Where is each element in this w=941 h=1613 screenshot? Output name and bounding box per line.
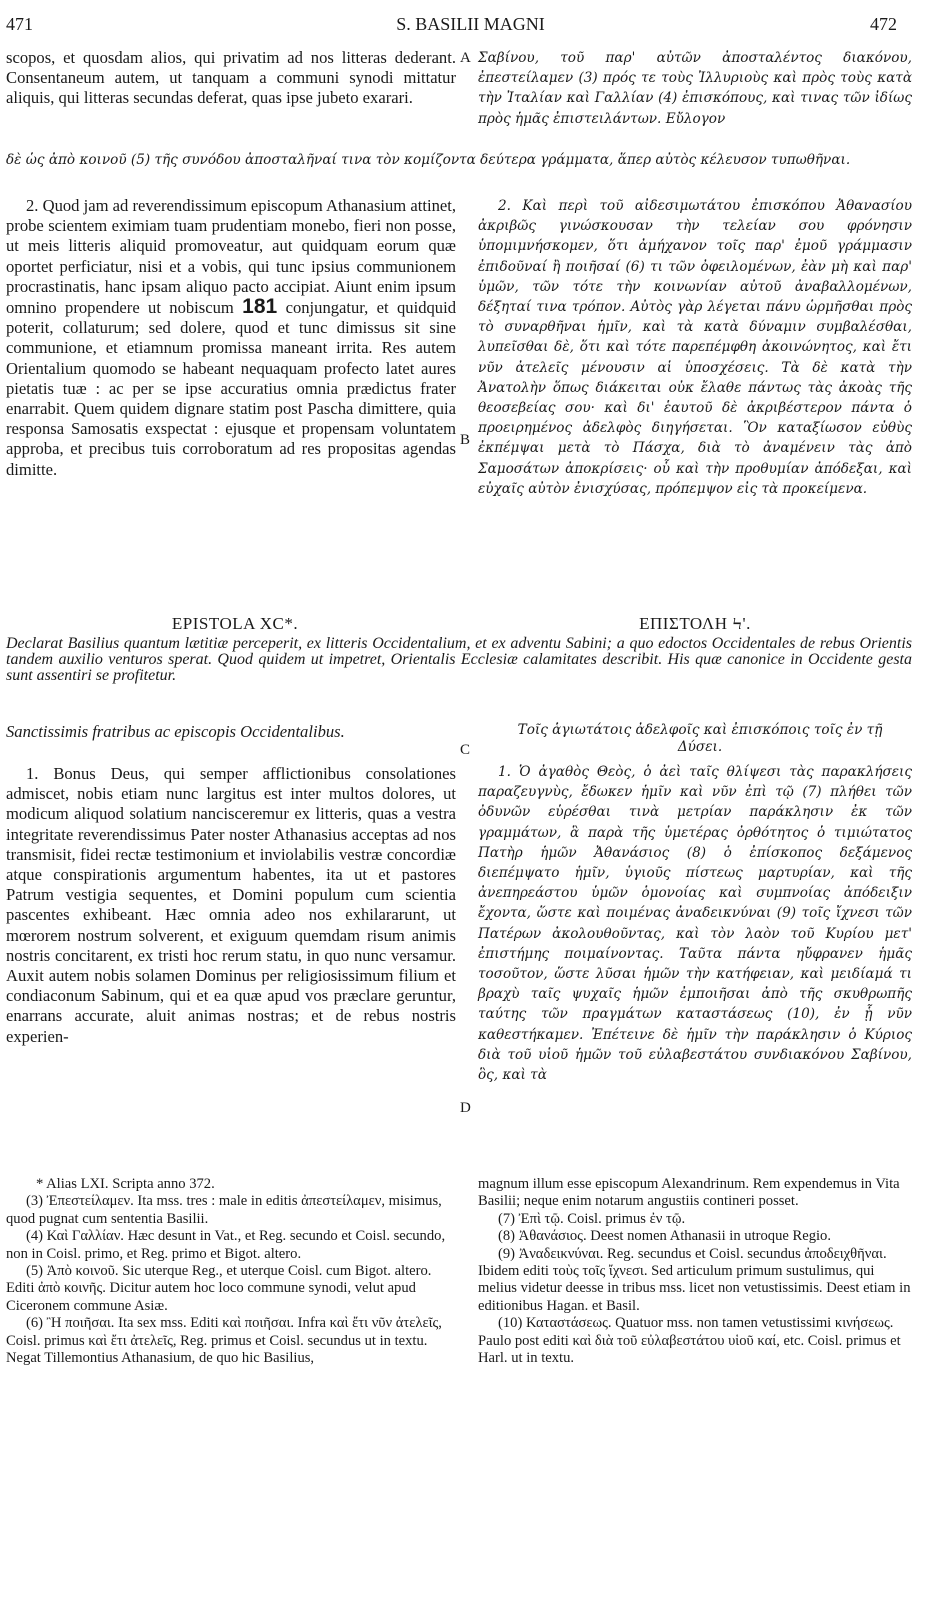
section2-latin-paragraph — [6, 196, 456, 480]
footnote: (6) Ἢ ποιῆσαι. Ita sex mss. Editi καὶ ποιῆσαι. Infra καὶ ἔτι νῦν ἀτελεῖς, Coisl. primus καὶ ἔτι ἀτελεῖς, Reg. primus et Coisl. secundus ut in textu. Negat Tillemontius Athanasium, de quo hic Basilius, — [6, 1315, 442, 1367]
footnote: (10) Καταστάσεως. Quatuor mss. non tamen vetustissimi κινήσεως. Paulo post editi καὶ διὰ τοῦ εὐλαβεστάτου υἱοῦ καί, etc. Coisl. primus et Harl. ut in textu. — [478, 1315, 901, 1367]
section2-latin-tail: conjungatur, et quidquid poterit, collaturum; sed dolere, quod et tunc dimissus sit sine communione, et etiamnum promissa maneant irrita. Res autem Orientalium quomodo se habeant nequaquam profecto latet aures pietatis tuæ : ac per se ipse accuratius omnia prædictus frater enarrabit. Quem quidem dignare statim post Pascha dimittere, quia responsa Samosatis exspectat : ejusque et propensam voluntatem approba, et precibus tuis corroboratum ad res propositas agendas dimitte. — [6, 298, 456, 479]
left-page-number: 471 — [6, 14, 33, 34]
section1-greek-text — [478, 762, 912, 1085]
section2-latin-text — [6, 196, 456, 480]
footnote: magnum illum esse episcopum Alexandrinum. Rem expendemus in Vita Basilii; neque enim notarum angustiis contineri posset. — [478, 1176, 900, 1210]
section1-latin-body: 1. Bonus Deus, qui semper afflictionibus consolationes admiscet, nobis etiam nunc largitus est inter multos dolores, ut modicum aliquod solatium nancisceremur ex litteris, quas a vestra integritate reverendissimus Pater noster Athanasius acceptas ad nos transmisit, fidei rectæ testimonium et inviolabilis vestræ concordiæ atque conspirationis argumentum habentes, ita ut et pastores Patrum vestigia sequentes, et Domini populum cum scientia pascentes exhibeant. Hæc omnia adeo nos exhilararunt, ut mœrorem nostrum solverent, et exiguum quemdam risum animis nostris concitarent, ex tristi hoc rerum statu, in quo nunc versamur. Auxit autem nobis solamen Dominus per religiosissimum filium et condiaconum Sabinum, qui et ea quæ apud vos præclare geruntur, enarrans accurate, aluit animas nostras; et de rebus nostris experien- — [6, 764, 456, 1046]
epistle-argument — [6, 636, 912, 684]
top-greek-fullwidth-paragraph: δὲ ὡς ἀπὸ κοινοῦ (5) τῆς συνόδου ἀποσταλῆναί τινα τὸν κομίζοντα δεύτερα γράμματα, ἅπερ αὐτὸς κέλευσον τυπωθῆναι. — [6, 152, 851, 168]
section1-greek-paragraph — [478, 762, 912, 1085]
greek-address: Τοῖς ἁγιωτάτοις ἀδελφοῖς καὶ ἐπισκόποις τοῖς ἐν τῇ Δύσει. — [517, 722, 883, 755]
column-number-marker: 181 — [242, 295, 278, 319]
margin-letter-a: A — [460, 50, 471, 66]
section2-greek-paragraph — [478, 196, 912, 499]
latin-epistle-title: EPISTOLA XC*. — [171, 614, 299, 633]
top-greek-text — [478, 48, 912, 129]
right-page-number: 472 — [870, 14, 897, 34]
greek-epistle-title: ΕΠΙΣΤΟΛΗ Ϟ'. — [639, 614, 751, 633]
running-title: S. BASILII MAGNI — [396, 14, 545, 34]
margin-letter-d: D — [460, 1100, 471, 1116]
footnote: (5) Ἀπὸ κοινοῦ. Sic uterque Reg., et uterque Coisl. cum Bigot. altero. Editi ἀπὸ κοινῆς. Dicitur autem hoc loco commune synodi, velut apud Ciceronem commune Asiæ. — [6, 1263, 432, 1314]
footnote: (3) Ἐπεστείλαμεν. Ita mss. tres : male in editis ἀπεστείλαμεν, misimus, quod pugnat cum sententia Basilii. — [6, 1193, 442, 1227]
latin-address: Sanctissimis fratribus ac episcopis Occidentalibus. — [6, 722, 345, 741]
footnote: (9) Ἀναδεικνύναι. Reg. secundus et Coisl. secundus ἀποδειχθῆναι. Ibidem editi τοὺς τοῖς ἴχνεσι. Sed articulum primum sustulimus, qui melius videtur deesse in tribus mss. licet non vetustissimis. Deest etiam in editionibus Hagan. et Basil. — [478, 1245, 911, 1314]
top-greek-paragraph: Σαβίνου, τοῦ παρ' αὐτῶν ἀποσταλέντος διακόνου, ἐπεστείλαμεν (3) πρός τε τοὺς Ἰλλυριοὺς καὶ πρὸς τοὺς κατὰ τὴν Ἰταλίαν καὶ Γαλλίαν (4) ἐπισκόπους, καὶ τινας τῶν ἰδίως πρὸς ἡμᾶς ἐπιστειλάντων. Εὔλογον — [478, 50, 912, 127]
footnote: (8) Ἀθανάσιος. Deest nomen Athanasii in utroque Regio. — [498, 1228, 832, 1245]
top-latin-paragraph: scopos, et quosdam alios, qui privatim ad nos litteras dederant. Consentaneum autem, ut tanquam a communi synodi mittatur aliquis, qui litteras secundas deferat, quas ipse jubeto exarari. — [6, 48, 456, 108]
top-latin-text — [6, 48, 456, 109]
section2-latin-lead: 2. Quod jam ad reverendissimum episcopum Athanasium attinet, probe scientem eximiam tuam prudentiam monebo, fieri non posse, ut meis litteris aliquid promoveatur, aut quidquam eorum quæ oportet perficiatur, nisi et a vobis, qui tunc ipsius communionem procrastinatis, hanc ipsam aliquo pacto accipiat. Aiunt enim ipsum omnino propendere ut nobiscum — [6, 196, 456, 318]
footnote: (4) Καὶ Γαλλίαν. Hæc desunt in Vat., et Reg. secundo et Coisl. secundo, non in Coisl. primo, et Reg. primo et Bigot. altero. — [6, 1228, 446, 1262]
section2-greek-text — [478, 196, 912, 499]
section2-greek-body: 2. Καὶ περὶ τοῦ αἰδεσιμωτάτου ἐπισκόπου Ἀθανασίου ἀκριβῶς γινώσκουσαν τὴν τελείαν σου φρόνησιν ὑπομιμνήσκομεν, ὅτι ἀμήχανον τοῖς παρ' ἐμοῦ γράμμασιν ἐπιδοῦναί ἢ ποιῆσαί (6) τι τῶν ὀφειλομένων, ἐὰν μὴ καὶ παρ' ὑμῶν, τῶν τότε τὴν κοινωνίαν αὐτοῦ ἀναβαλλομένων, δέξηταί τινα τρόπον. Αὐτὸς γὰρ λέγεται πάνυ ὡρμῆσθαι πρὸς τὸ συναρθῆναι ἡμῖν, καὶ τὰ κατὰ δύναμιν συμβαλέσθαι, λυπεῖσθαι δὲ, ὅτι καὶ τότε παρεπέμφθη ἀκοινώνητος, καὶ ἔτι νῦν ἀτελεῖς μένουσιν αἱ ὑποσχέσεις. Τὰ δὲ κατὰ τὴν Ἀνατολὴν ὅπως διάκειται οὐκ ἔλαθε πάντως τὰς ἀκοὰς τῆς θεοσεβείας σου· καὶ δι' ἑαυτοῦ δὲ ἀκριβέστερον πάντα ὁ προειρημένος ἀδελφὸς διηγήσεται. Ὃν καταξίωσον εὐθὺς ἐκπέμψαι μετὰ τὸ Πάσχα, διὰ τὸ ἀναμένειν τὰς ἀπὸ Σαμοσάτων ἀποκρίσεις· οὗ καὶ τὴν προθυμίαν ἀπόδεξαι, καὶ εὐχαῖς αὐτὸν ἐνισχύσας, πρόπεμψον εἰς τὰ προκείμενα. — [478, 198, 912, 497]
footnote: * Alias LXI. Scripta anno 372. — [36, 1176, 215, 1192]
section1-greek-body: 1. Ὁ ἀγαθὸς Θεὸς, ὁ ἀεὶ ταῖς θλίψεσι τὰς παρακλήσεις παραζευγνὺς, ἔδωκεν ἡμῖν καὶ νῦν ἐπὶ τῷ (7) πλήθει τῶν ὀδυνῶν εὑρέσθαι τινὰ μετρίαν παράκλησιν ἐκ τῶν γραμμάτων, ἃ παρὰ τῆς ὑμετέρας ὀρθότητος ὁ τιμιώτατος Πατὴρ ἡμῶν Ἀθανάσιος (8) ὁ ἐπίσκοπος δεξάμενος διεπέμψατο ἡμῖν, ὑγιοῦς πίστεως μαρτυρίαν, καὶ τῆς ἀνεπηρεάστου ὑμῶν ὁμονοίας καὶ συμπνοίας ἀπόδειξιν ἔχοντα, ὥστε καὶ ποιμένας ἀναδεικνύναι (9) τοῖς ἴχνεσι τῶν Πατέρων ἀκολουθοῦντας, καὶ τὸν λαὸν τοῦ Κυρίου μετ' ἐπιστήμης ποιμαίνοντας. Ταῦτα πάντα ηὔφρανεν ἡμᾶς τοσοῦτον, ὥστε λῦσαι ἡμῶν τὴν κατήφειαν, καὶ μειδίαμά τι βραχὺ ταῖς ψυχαῖς ἡμῶν ἐμποιῆσαι ἀπὸ τῆς σκυθρωπῆς ταύτης τῶν πραγμάτων καταστάσεως (10), ἐν ᾗ νῦν καθεστήκαμεν. Ἐπέτεινε δὲ ἡμῖν τὴν παράκλησιν ὁ Κύριος διὰ τοῦ υἱοῦ ἡμῶν τοῦ εὐλαβεστάτου συνδιακόνου Σαβίνου, ὃς, καὶ τὰ — [478, 764, 912, 1084]
footnote: (7) Ἐπὶ τῷ. Coisl. primus ἐν τῷ. — [498, 1210, 686, 1227]
section1-latin-text — [6, 764, 456, 1047]
epistle-argument-text: Declarat Basilius quantum lætitiæ perceperit, ex litteris Occidentalium, et ex adventu Sabini; a quo edoctos Occidentales de rebus Orientis tandem auxilio venturos sperat. Quod quidem ut impetret, Orientalis Ecclesiæ calamitates describit. His quæ canonice in Occidente gesta sunt assentiri se profitetur. — [6, 635, 912, 684]
margin-letter-c: C — [460, 742, 471, 758]
footnotes-left — [6, 1176, 456, 1367]
footnotes-right — [478, 1176, 912, 1367]
section1-latin-paragraph — [6, 764, 456, 1047]
margin-letter-b: B — [460, 432, 471, 448]
top-greek-fullwidth — [6, 150, 912, 170]
